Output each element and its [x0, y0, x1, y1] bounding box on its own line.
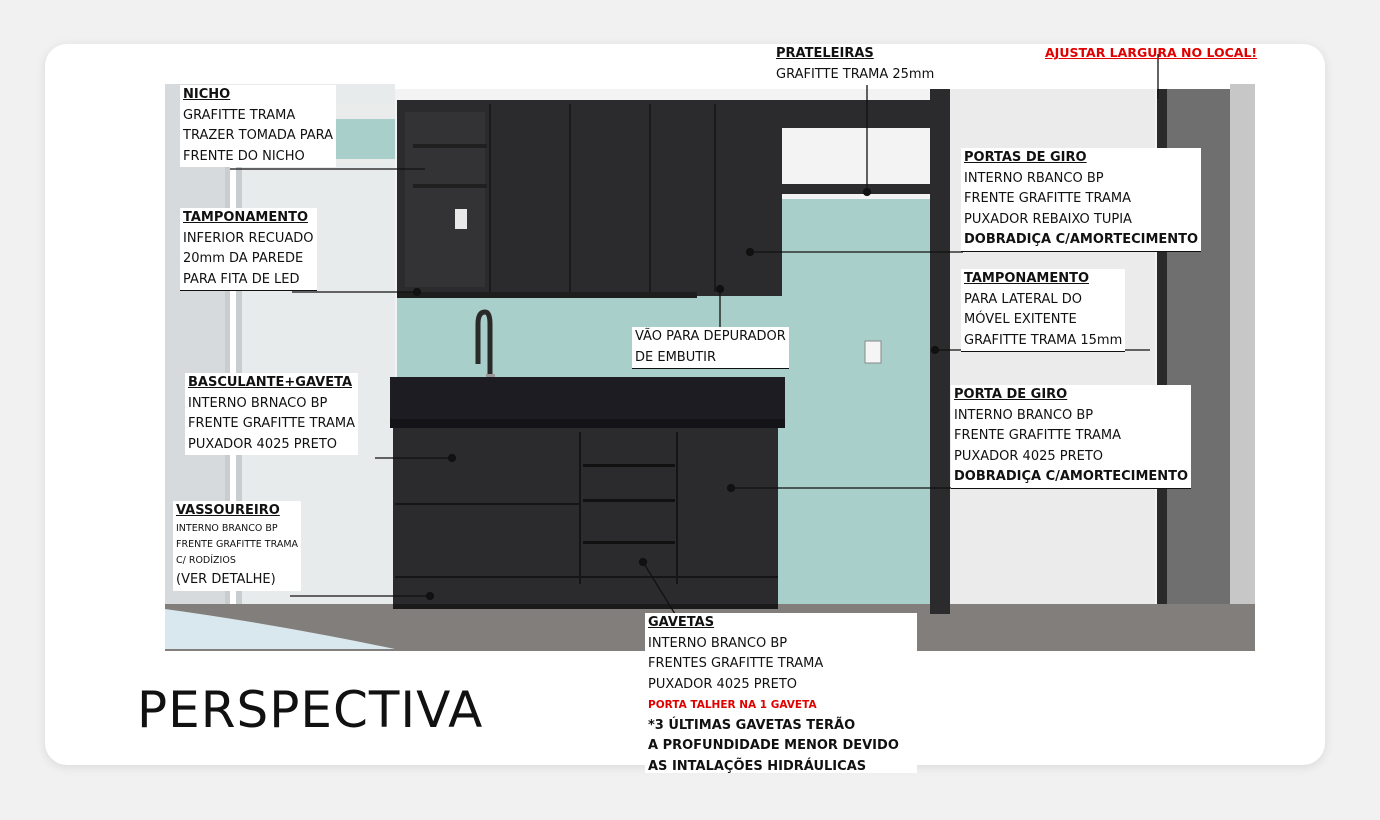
label-title: VASSOUREIRO [176, 503, 280, 518]
page-title: PERSPECTIVA [137, 681, 484, 739]
label-line: PUXADOR 4025 PRETO [648, 676, 798, 692]
label-tamponamento-lateral [961, 269, 1125, 352]
label-title: PRATELEIRAS [776, 46, 874, 61]
label-line: PUXADOR 4025 PRETO [188, 436, 338, 452]
label-title: TAMPONAMENTO [183, 210, 308, 225]
label-bold-line: DOBRADIÇA C/AMORTECIMENTO [964, 232, 1199, 247]
label-line: FRENTE DO NICHO [183, 148, 305, 164]
label-porta-de-giro [951, 385, 1191, 489]
label-line: INTERNO RBANCO BP [964, 170, 1104, 186]
label-line: TRAZER TOMADA PARA [183, 128, 334, 143]
label-line: INTERNO BRANCO BP [176, 523, 278, 534]
label-title: NICHO [183, 87, 231, 102]
label-line: INFERIOR RECUADO [183, 230, 314, 246]
label-line: FRENTE GRAFITTE TRAMA [954, 428, 1121, 443]
label-line: GRAFITTE TRAMA 15mm [964, 332, 1123, 348]
label-title: PORTAS DE GIRO [964, 150, 1087, 165]
label-title: TAMPONAMENTO [964, 271, 1089, 286]
label-line: PUXADOR 4025 PRETO [954, 448, 1104, 464]
label-line: PUXADOR REBAIXO TUPIA [964, 211, 1132, 227]
label-line: FRENTE GRAFITTE TRAMA [188, 416, 355, 431]
label-line: INTERNO BRNACO BP [188, 395, 328, 411]
label-bold-line: AS INTALAÇÕES HIDRÁULICAS [648, 758, 867, 774]
label-title: GAVETAS [648, 615, 715, 630]
label-bold-line: *3 ÚLTIMAS GAVETAS TERÃO [648, 717, 856, 733]
label-line: VÃO PARA DEPURADOR [635, 329, 786, 344]
label-vassoureiro [173, 501, 301, 591]
label-line: (VER DETALHE) [176, 572, 276, 587]
label-portas-de-giro [961, 148, 1201, 252]
label-bold-line: DOBRADIÇA C/AMORTECIMENTO [954, 469, 1189, 484]
label-title: BASCULANTE+GAVETA [188, 375, 353, 390]
label-line: PARA FITA DE LED [183, 271, 300, 287]
label-line: DE EMBUTIR [635, 349, 717, 365]
label-line: PARA LATERAL DO [964, 291, 1083, 307]
label-bold-line: A PROFUNDIDADE MENOR DEVIDO [648, 738, 899, 753]
label-tamponamento-inferior [180, 208, 317, 291]
label-line: MÓVEL EXITENTE [964, 312, 1077, 327]
label-depurador [632, 327, 789, 369]
label-line: GRAFITTE TRAMA [183, 107, 296, 123]
label-line: C/ RODÍZIOS [176, 555, 236, 566]
label-nicho [180, 85, 336, 167]
label-red-note: PORTA TALHER NA 1 GAVETA [648, 699, 817, 711]
document-card [45, 44, 1325, 774]
label-gavetas [645, 613, 917, 773]
label-line: 20mm DA PAREDE [183, 251, 304, 266]
label-line: INTERNO BRANCO BP [954, 407, 1094, 423]
label-line: FRENTE GRAFITTE TRAMA [964, 191, 1131, 206]
label-title: PORTA DE GIRO [954, 387, 1068, 402]
label-line: INTERNO BRANCO BP [648, 635, 788, 651]
label-line: FRENTES GRAFITTE TRAMA [648, 656, 824, 671]
label-line: GRAFITTE TRAMA 25mm [776, 66, 935, 82]
label-line: FRENTE GRAFITTE TRAMA [176, 539, 299, 550]
label-basculante-gaveta [185, 373, 358, 455]
adjust-width-warning: AJUSTAR LARGURA NO LOCAL! [1045, 45, 1258, 60]
label-prateleiras [773, 44, 937, 85]
